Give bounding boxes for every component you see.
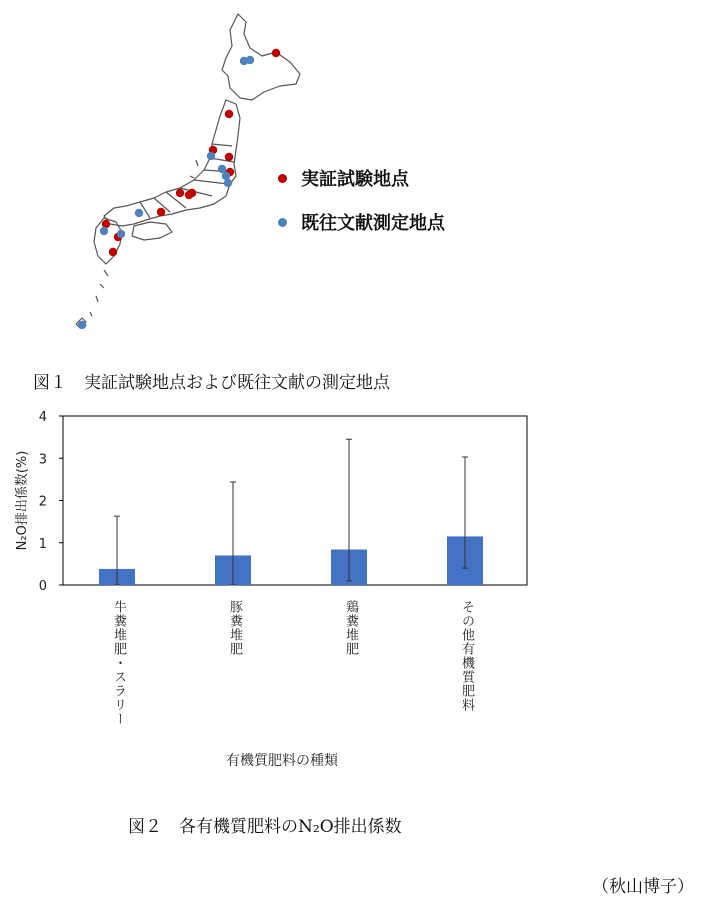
y-tick-label: 0 bbox=[38, 579, 47, 594]
y-axis-title: N₂O排出係数(%) bbox=[15, 450, 30, 551]
y-tick-label: 3 bbox=[38, 452, 47, 468]
x-axis-title: 有機質肥料の種類 bbox=[226, 753, 338, 769]
x-tick-label: その他有機質肥料 bbox=[459, 600, 474, 712]
map-figure bbox=[0, 0, 705, 350]
legend-item-demo bbox=[278, 165, 409, 191]
legend-item-literature bbox=[278, 209, 445, 235]
y-tick-label: 1 bbox=[38, 536, 47, 552]
y-tick-label: 2 bbox=[38, 494, 47, 510]
x-tick-label: 豚糞堆肥 bbox=[227, 600, 242, 656]
figure1-caption: 図１ 実証試験地点および既往文献の測定地点 bbox=[33, 373, 390, 393]
x-tick-label: 牛糞堆肥・スラリー bbox=[111, 600, 126, 726]
legend-label-demo: 実証試験地点 bbox=[301, 169, 409, 190]
figure2-caption: 図２ 各有機質肥料のN₂O排出係数 bbox=[128, 817, 402, 837]
y-tick-label: 4 bbox=[38, 410, 47, 425]
plot-area bbox=[14, 410, 527, 594]
legend-label-literature: 既往文献測定地点 bbox=[301, 213, 445, 234]
legend-marker-demo bbox=[278, 174, 287, 183]
author-credit: （秋山博子） bbox=[592, 877, 694, 897]
legend-marker-literature bbox=[278, 218, 287, 227]
x-tick-label: 鶏糞堆肥 bbox=[343, 600, 358, 656]
bar-chart bbox=[0, 400, 705, 600]
